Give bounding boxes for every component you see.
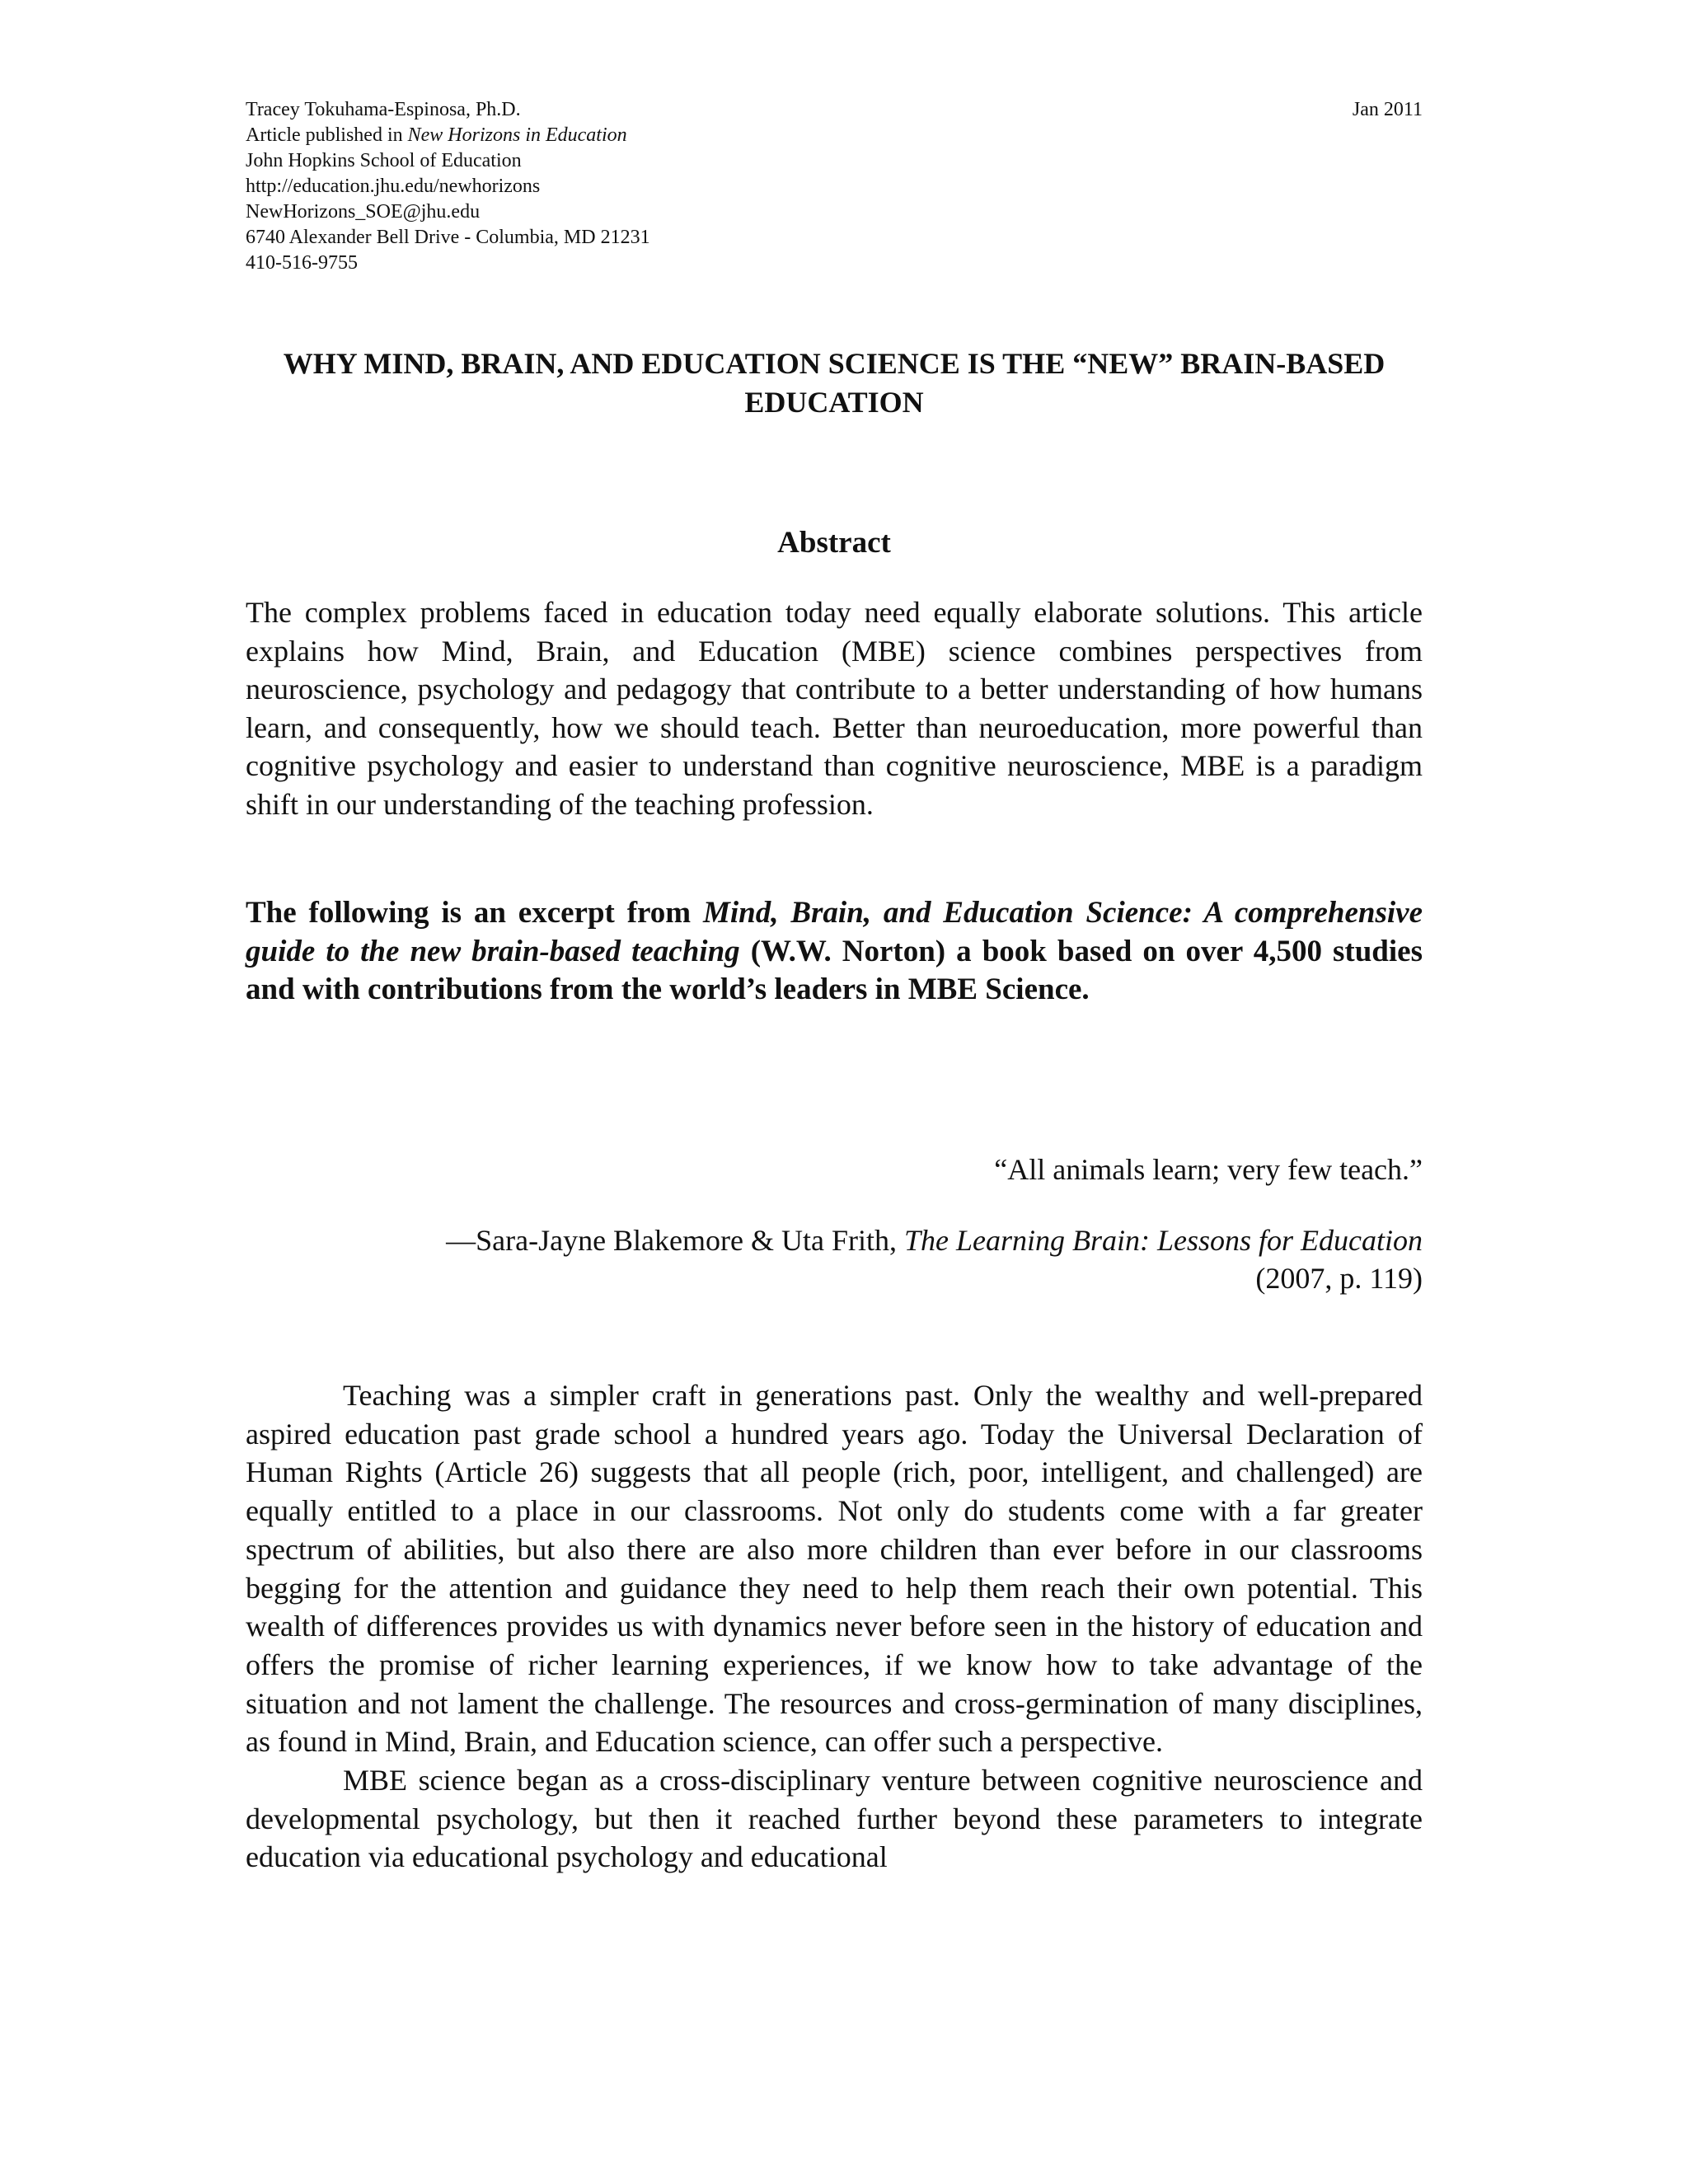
author-name: Tracey Tokuhama-Espinosa, Ph.D. [246, 99, 521, 120]
article-body [246, 1376, 1423, 1877]
body-paragraph-2: MBE science began as a cross-disciplinary venture between cognitive neuroscience and developmental psychology, but then it reached further beyond these parameters to integrate education via educational psychology and educational [246, 1764, 1423, 1874]
title-line-1: WHY MIND, BRAIN, AND EDUCATION SCIENCE IS THE “NEW” BRAIN-BASED [283, 347, 1386, 380]
journal-name: New Horizons in Education [407, 124, 627, 146]
article-header [246, 97, 1423, 276]
article-title [246, 344, 1423, 422]
school-name: John Hopkins School of Education [246, 150, 522, 171]
abstract-heading: Abstract [777, 526, 891, 560]
body-paragraph-1: Teaching was a simpler craft in generations past. Only the wealthy and well-prepared aspired education past grade school a hundred years ago. Today the Universal Declaration of Human Rights (Article 26) suggests that all people (rich, poor, intelligent, and challenged) are equally entitled to a place in our classrooms. Not only do students come with a far greater spectrum of abilities, but also there are also more children than ever before in our classrooms begging for the attention and guidance they need to help them reach their own potential. This wealth of differences provides us with dynamics never before seen in the history of education and offers the promise of richer learning experiences, if we know how to take advantage of the situation and not lament the challenge. The resources and cross-germination of many disciplines, as found in Mind, Brain, and Education science, can offer such a perspective. [246, 1379, 1423, 1759]
book-title: Mind, Brain, and Education Science: A comprehensive guide to the new brain-based teaching [246, 896, 1423, 968]
source-citation: (2007, p. 119) [1255, 1262, 1423, 1295]
journal-url: http://education.jhu.edu/newhorizons [246, 176, 541, 197]
phone-number: 410-516-9755 [246, 252, 358, 274]
epigraph-attribution [246, 1221, 1423, 1297]
publication-date: Jan 2011 [1352, 99, 1423, 120]
journal-email: NewHorizons_SOE@jhu.edu [246, 201, 481, 223]
publication-line [246, 123, 1423, 148]
publication-prefix: Article published in [246, 124, 408, 146]
excerpt-note [246, 894, 1423, 1010]
mailing-address: 6740 Alexander Bell Drive - Columbia, MD 21231 [246, 227, 650, 248]
excerpt-suffix: (W.W. Norton) a book based on over 4,500 studies and with contributions from the world’s leaders in MBE Science. [246, 934, 1423, 1006]
excerpt-prefix: The following is an excerpt from [246, 896, 703, 930]
epigraph-quote: “All animals learn; very few teach.” [994, 1153, 1423, 1186]
attribution-authors: —Sara-Jayne Blakemore & Uta Frith, [446, 1224, 904, 1257]
source-title: The Learning Brain: Lessons for Education [903, 1224, 1423, 1257]
title-line-2: EDUCATION [744, 386, 924, 419]
abstract-body: The complex problems faced in education today need equally elaborate solutions. This article explains how Mind, Brain, and Education (MBE) science combines perspectives from neuroscience, psychology and pedagogy that contribute to a better understanding of how humans learn, and consequently, how we should teach. Better than neuroeducation, more powerful than cognitive psychology and easier to understand than cognitive neuroscience, MBE is a paradigm shift in our understanding of the teaching profession. [246, 596, 1423, 821]
